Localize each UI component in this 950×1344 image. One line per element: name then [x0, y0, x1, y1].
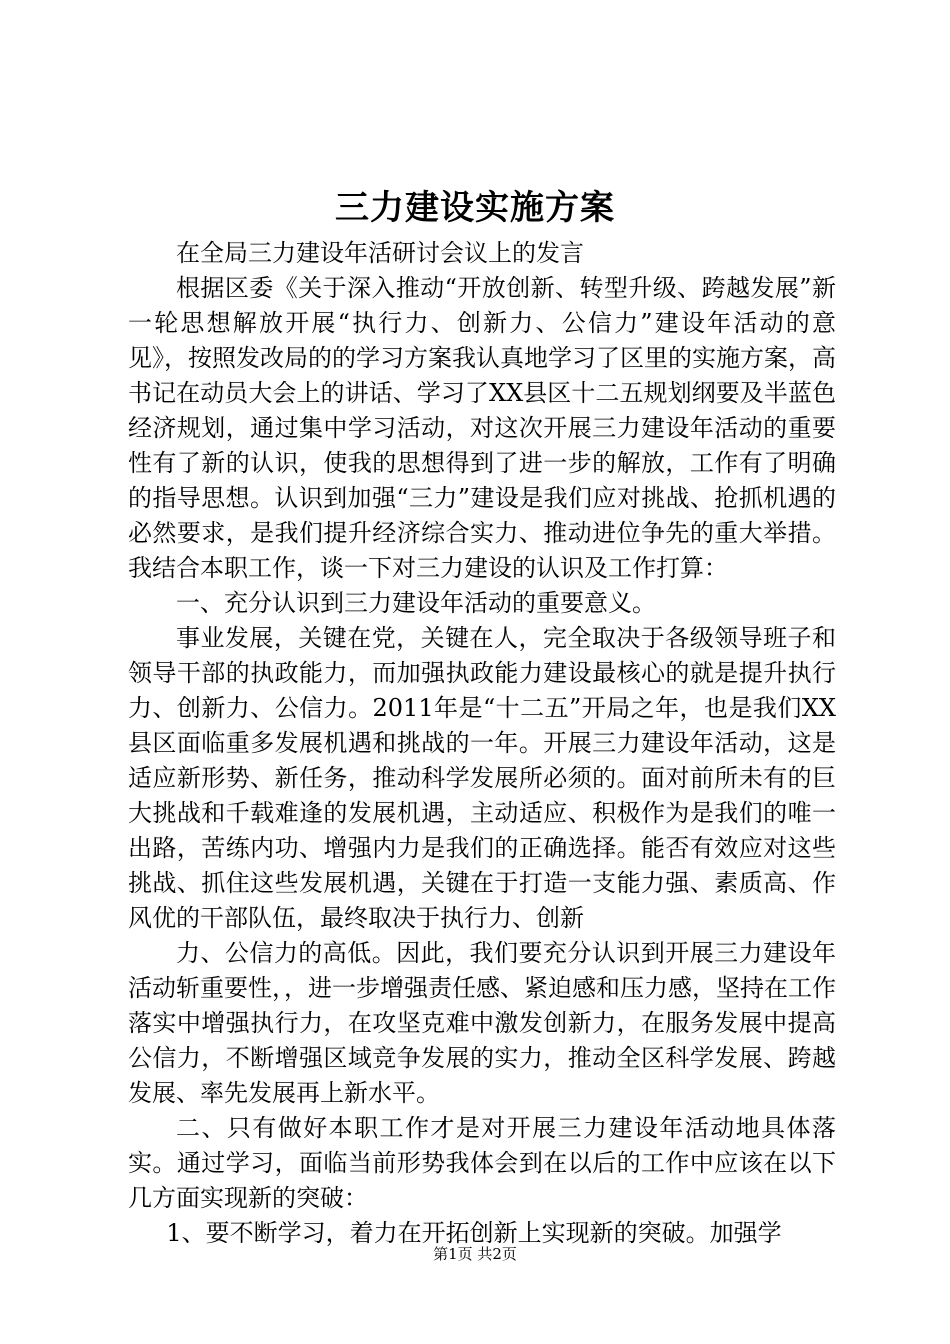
document-title: 三力建设实施方案 — [335, 188, 615, 228]
paragraph-section-two-heading: 二、只有做好本职工作才是对开展三力建设年活动地具体落实。通过学习，面临当前形势我体会到在以后的工作中应该在以下几方面实现新的突破： — [128, 1114, 836, 1212]
page-footer: 第1页 共2页 — [433, 1245, 517, 1263]
paragraph-item-one: 1、要不断学习，着力在开拓创新上实现新的突破。加强学 — [166, 1219, 782, 1247]
paragraph-section-one-continued: 力、公信力的高低。因此，我们要充分认识到开展三力建设年活动斩重要性，，进一步增强责任感、紧迫感和压力感，坚持在工作落实中增强执行力，在攻坚克难中激发创新力，在服务发展中提高公信力，不断增强区域竞争发展的实力，推动全区科学发展、跨越发展、率先发展再上新水平。 — [128, 939, 836, 1107]
paragraph-intro: 根据区委《关于深入推动“开放创新、转型升级、跨越发展”新一轮思想解放开展“执行力、创新力、公信力”建设年活动的意见》，按照发改局的的学习方案我认真地学习了区里的实施方案，高书记在动员大会上的讲话、学习了XX县区十二五规划纲要及半蓝色经济规划，通过集中学习活动，对这次开展三力建设年活动的重要性有了新的认识，使我的思想得到了进一步的解放，工作有了明确的指导思想。认识到加强“三力”建设是我们应对挑战、抢抓机遇的必然要求，是我们提升经济综合实力、推动进位争先的重大举措。我结合本职工作，谈一下对三力建设的认识及工作打算： — [128, 274, 836, 582]
document-body — [128, 236, 836, 1251]
paragraph-section-one-heading: 一、充分认识到三力建设年活动的重要意义。 — [176, 589, 656, 617]
paragraph-section-one-body: 事业发展，关键在党，关键在人，完全取决于各级领导班子和领导干部的执政能力，而加强执政能力建设最核心的就是提升执行力、创新力、公信力。2011年是“十二五”开局之年，也是我们XX县区面临重多发展机遇和挑战的一年。开展三力建设年活动，这是适应新形势、新任务，推动科学发展所必须的。面对前所未有的巨大挑战和千载难逢的发展机遇，主动适应、积极作为是我们的唯一出路，苦练内功、增强内力是我们的正确选择。能否有效应对这些挑战、抓住这些发展机遇，关键在于打造一支能力强、素质高、作风优的干部队伍，最终取决于执行力、创新 — [128, 624, 836, 932]
paragraph-subtitle: 在全局三力建设年活研讨会议上的发言 — [176, 239, 584, 267]
